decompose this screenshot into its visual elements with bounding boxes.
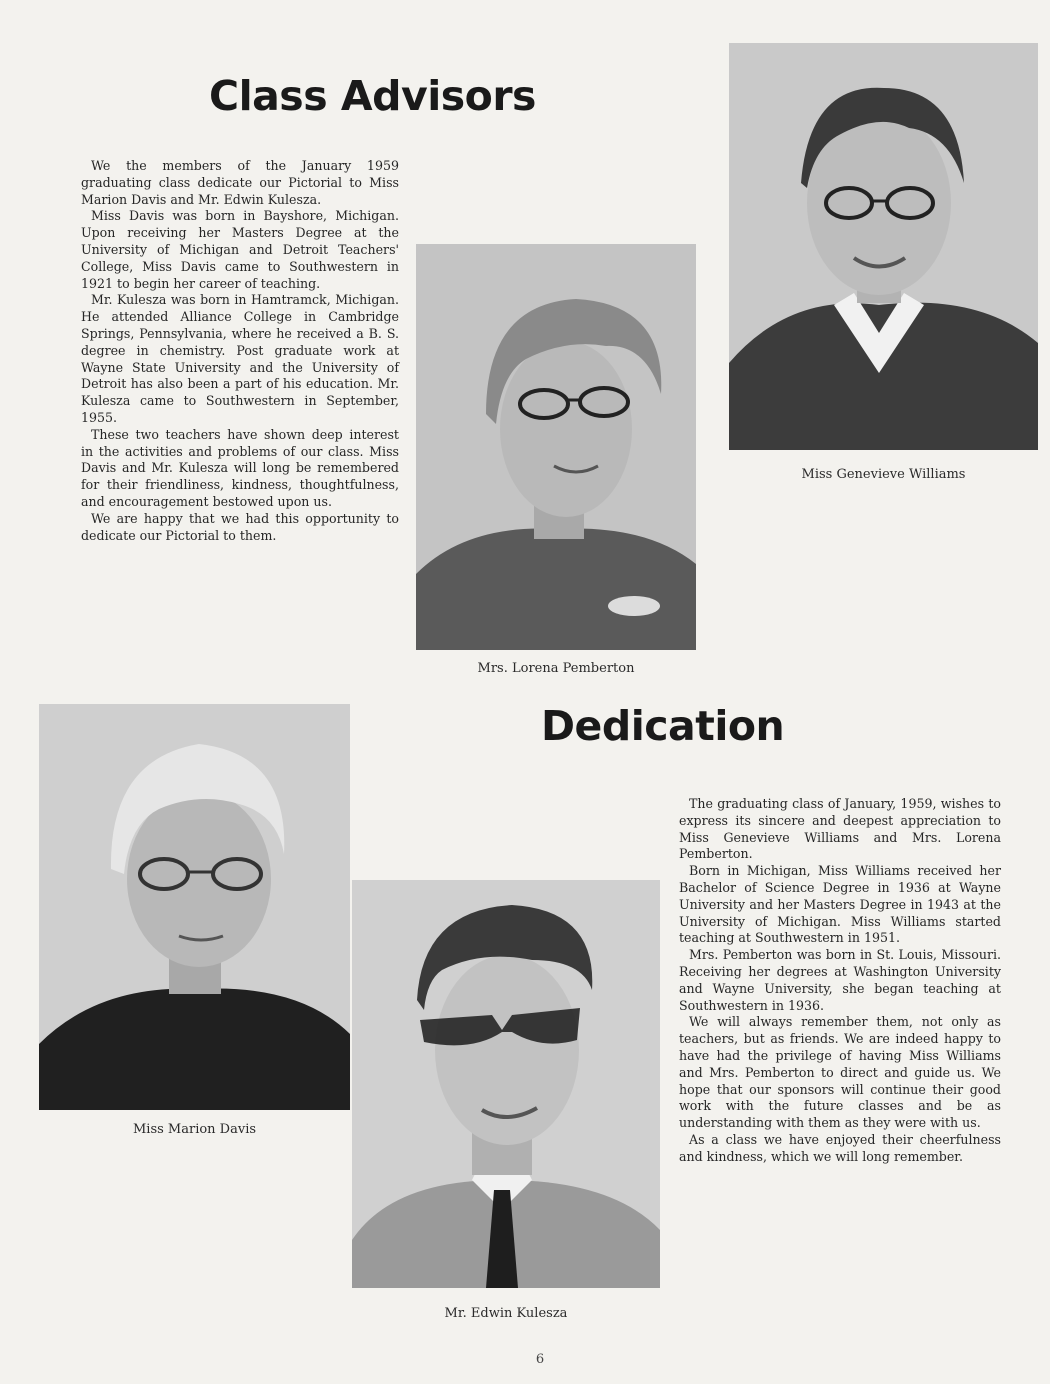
paragraph: Mr. Kulesza was born in Hamtramck, Michigan. He attended Alliance College in Cambridge Springs, Pennsylvania, where he received a B. S. degree in chemistry. Post graduate work at Wayne State University and the University of Detroit has also been a part of his education. Mr. Kulesza came to Southwestern in September, 1955. [81,292,399,425]
paragraph: We are happy that we had this opportunity to dedicate our Pictorial to them. [81,510,399,543]
portrait-photo-kulesza [352,880,660,1288]
portrait-photo-davis [39,704,350,1110]
paragraph: We will always remember them, not only as teachers, but as friends. We are indeed happy to have had the privilege of having Miss Williams and Mrs. Pemberton to direct and guide us. We hope that our sponsors will continue their good work with the future classes and be as understanding with them as they were with us. [679,1014,1001,1131]
page-number: 6 [535,1352,545,1367]
paragraph: We the members of the January 1959 graduating class dedicate our Pictorial to Miss Marion Davis and Mr. Edwin Kulesza. [81,158,399,207]
caption-kulesza: Mr. Edwin Kulesza [444,1306,568,1321]
paragraph: The graduating class of January, 1959, wishes to express its sincere and deepest appreciation to Miss Genevieve Williams and Mrs. Lorena Pemberton. [679,796,1001,862]
paragraph: Miss Davis was born in Bayshore, Michigan. Upon receiving her Masters Degree at the University of Michigan and Detroit Teachers' College, Miss Davis came to Southwestern in 1921 to begin her career of teaching. [81,208,399,291]
paragraph: These two teachers have shown deep interest in the activities and problems of our class. Miss Davis and Mr. Kulesza will long be remembered for their friendliness, kindness, thoughtfulness, and encouragement bestowed upon us. [81,426,399,509]
portrait-davis-illustration [39,704,350,1110]
portrait-photo-williams [729,43,1038,450]
caption-williams: Miss Genevieve Williams [801,467,966,482]
dedication-paragraphs [679,796,1001,1166]
caption-pemberton: Mrs. Lorena Pemberton [477,661,635,676]
paragraph: Born in Michigan, Miss Williams received her Bachelor of Science Degree in 1936 at Wayne University and her Masters Degree in 1943 at the University of Michigan. Miss Williams started teaching at Southwestern in 1951. [679,863,1001,946]
caption-davis: Miss Marion Davis [132,1122,257,1137]
dedication-heading: Dedication [541,702,785,750]
paragraph: Mrs. Pemberton was born in St. Louis, Missouri. Receiving her degrees at Washington University and Wayne University, she began teaching at Southwestern in 1936. [679,947,1001,1013]
portrait-photo-pemberton [416,244,696,650]
portrait-williams-illustration [729,43,1038,450]
class-advisors-heading: Class Advisors [209,72,536,120]
advisors-paragraphs [81,158,399,544]
paragraph: As a class we have enjoyed their cheerfulness and kindness, which we will long remember. [679,1131,1001,1164]
portrait-kulesza-illustration [352,880,660,1288]
portrait-pemberton-illustration [416,244,696,650]
